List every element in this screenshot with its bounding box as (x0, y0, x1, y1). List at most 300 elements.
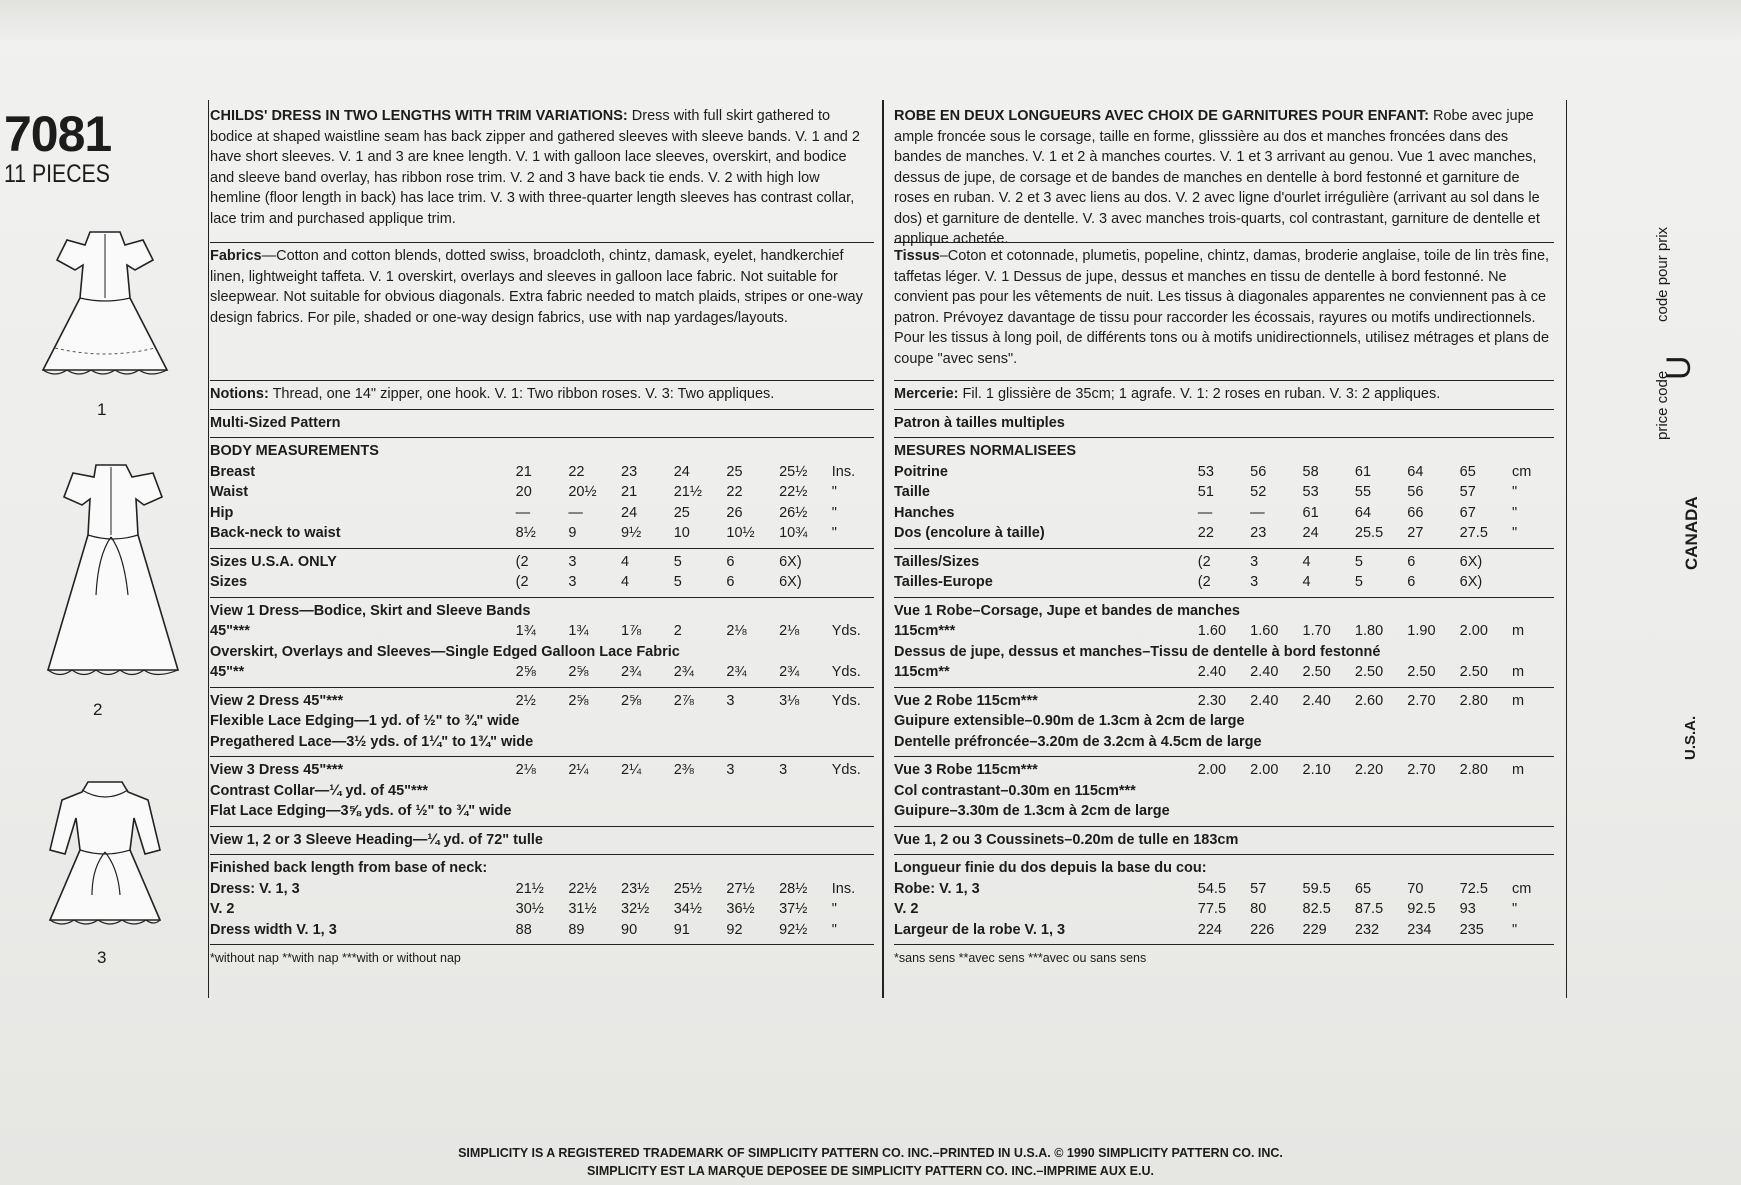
row-label: Hanches (894, 504, 955, 521)
table-row (210, 760, 874, 781)
size-value: 2.20 (1354, 762, 1384, 778)
row-label: Robe: V. 1, 3 (894, 880, 980, 897)
title-en: CHILDS' DRESS IN TWO LENGTHS WITH TRIM VARIATIONS: (210, 108, 628, 124)
table-row (210, 662, 874, 683)
unit: Yds. (831, 664, 861, 680)
size-value: 80 (1250, 901, 1267, 917)
size-value: 31½ (568, 901, 597, 917)
size-value: 2.00 (1459, 623, 1488, 639)
row-label: Vue 3 Robe 115cm*** (894, 762, 1038, 778)
fabrics-label-en: Fabrics (210, 248, 262, 264)
size-value: 65 (1354, 880, 1372, 897)
size-value: 6X) (779, 553, 802, 570)
canada-label: CANADA (1682, 496, 1701, 570)
view1-en (210, 597, 874, 683)
size-value: 77.5 (1197, 901, 1227, 917)
size-value: 2.00 (1197, 762, 1227, 778)
table-row (894, 462, 1554, 483)
table-row (894, 482, 1554, 503)
footnote-en: *without nap **with nap ***with or without nap (210, 944, 874, 969)
size-value: 2.50 (1459, 664, 1488, 680)
size-value: 25 (726, 463, 743, 480)
size-value: 92½ (779, 921, 808, 938)
unit: m (1512, 664, 1525, 680)
size-value: 88 (515, 921, 532, 938)
size-value: 3 (1250, 574, 1259, 590)
size-value: 61 (1302, 504, 1319, 521)
unit: Yds. (831, 692, 861, 709)
size-value: 30½ (515, 901, 544, 917)
unit: " (1512, 901, 1518, 917)
unit (832, 572, 874, 593)
size-value: 2⅞ (673, 692, 694, 709)
unit: " (831, 921, 837, 938)
table-row (894, 621, 1554, 642)
row-label: Poitrine (894, 463, 948, 480)
view2-line1-en: Flexible Lace Edging—1 yd. of ½" to ¾" wide (210, 713, 520, 729)
size-value: 6 (1407, 574, 1416, 590)
size-value: 2.40 (1197, 664, 1227, 680)
size-value: 67 (1459, 504, 1476, 521)
table-row (210, 879, 874, 900)
size-value: 2⅛ (515, 762, 536, 778)
size-value: 2⅝ (568, 664, 589, 680)
size-value: 3 (568, 553, 577, 570)
size-value: 6X) (1459, 553, 1483, 570)
size-value: 56 (1250, 463, 1267, 480)
size-value: 51 (1197, 484, 1214, 500)
size-value: 25 (673, 504, 690, 521)
table-row (210, 920, 874, 941)
size-value: 64 (1407, 463, 1424, 480)
size-value: 2⅝ (568, 692, 589, 709)
top-fold (0, 0, 1741, 40)
size-value: 23 (1250, 525, 1267, 541)
sleeve-heading-fr (894, 826, 1554, 851)
size-value: 21½ (673, 484, 702, 500)
unit: m (1512, 623, 1525, 639)
size-value: 2⅛ (779, 623, 800, 639)
row-label: Tailles/Sizes (894, 553, 980, 570)
size-value: 2¼ (568, 762, 589, 778)
size-value: 24 (1302, 525, 1319, 541)
pattern-number: 7081 (4, 106, 112, 162)
size-value: 5 (1354, 574, 1363, 590)
size-value: 20 (515, 484, 532, 500)
view2-yardage-fr (894, 691, 1554, 712)
unit: " (831, 484, 837, 500)
title-fr: ROBE EN DEUX LONGUEURS AVEC CHOIX DE GARNITURES POUR ENFANT: (894, 108, 1429, 124)
size-value: 72.5 (1459, 880, 1488, 897)
size-value: 3 (1250, 553, 1259, 570)
unit: Ins. (831, 880, 856, 897)
size-value: 2¾ (673, 664, 694, 680)
size-value: 1.70 (1302, 623, 1331, 639)
sizes-fr (894, 548, 1554, 593)
size-value: 37½ (779, 901, 808, 917)
multi-sized-label-en: Multi-Sized Pattern (210, 414, 341, 431)
size-value: 2¾ (779, 664, 800, 680)
size-value: 25.5 (1354, 525, 1384, 541)
notions-fr (894, 380, 1554, 405)
row-label: Dress width V. 1, 3 (210, 921, 337, 938)
size-value: 70 (1407, 880, 1424, 897)
size-value: 65 (1459, 463, 1476, 480)
body-measurements-table-fr (894, 462, 1554, 544)
price-code-label: price code (1654, 370, 1671, 440)
notions-en-text: Thread, one 14" zipper, one hook. V. 1: Two ribbon roses. V. 3: Two appliques. (272, 386, 775, 402)
usa-label: U.S.A. (1682, 715, 1699, 760)
size-value: 2.50 (1407, 664, 1436, 680)
size-value: 26 (726, 504, 743, 521)
table-row (894, 879, 1554, 900)
size-value: 232 (1354, 921, 1380, 938)
size-value: 25½ (779, 463, 808, 480)
unit: " (1512, 525, 1518, 541)
body-measurements-table-en (210, 462, 874, 544)
view3-line1-fr: Col contrastant–0.30m en 115cm*** (894, 782, 1136, 799)
size-value: 34½ (673, 901, 702, 917)
figure-label-3: 3 (97, 948, 107, 967)
row-label: Waist (210, 484, 249, 500)
size-value: 23 (621, 463, 638, 480)
table-row (894, 503, 1554, 524)
right-border (1566, 100, 1567, 998)
size-value: 2¾ (621, 664, 642, 680)
size-value: 22½ (568, 880, 597, 897)
finished-length-table-en (210, 879, 874, 941)
french-column (894, 106, 1554, 969)
size-value: 24 (621, 504, 638, 521)
size-value: 1.60 (1250, 623, 1279, 639)
size-value: 2½ (515, 692, 536, 709)
size-value: 2¾ (726, 664, 747, 680)
size-value: 2.50 (1302, 664, 1331, 680)
view1-fr (894, 597, 1554, 683)
size-value: 59.5 (1302, 880, 1331, 897)
table-row (210, 482, 874, 503)
table-row (210, 523, 874, 544)
unit: " (831, 525, 837, 541)
size-value: 3⅛ (779, 692, 800, 709)
size-value: 9 (568, 525, 577, 541)
multi-sized-fr (894, 409, 1554, 434)
size-value: 27.5 (1459, 525, 1488, 541)
size-value: 22 (726, 484, 743, 500)
size-value: 226 (1250, 921, 1275, 938)
size-value: — (568, 504, 583, 521)
size-value: 26½ (779, 504, 808, 521)
size-value: 3 (779, 762, 788, 778)
size-value: 1⅞ (621, 623, 642, 639)
fabrics-fr (894, 242, 1554, 367)
finished-length-en (210, 854, 874, 940)
size-value: 2.30 (1197, 692, 1227, 709)
size-value: 2.70 (1407, 762, 1436, 778)
size-value: 5 (673, 553, 682, 570)
size-value: 2.40 (1302, 692, 1331, 709)
row-label: V. 2 (894, 901, 919, 917)
size-value: 1¾ (568, 623, 589, 639)
row-label: Largeur de la robe V. 1, 3 (894, 921, 1066, 938)
row-label: Breast (210, 463, 256, 480)
row-label: Dos (encolure à taille) (894, 525, 1045, 541)
unit (1512, 552, 1554, 573)
size-value: 23½ (621, 880, 650, 897)
size-value: 92.5 (1407, 901, 1436, 917)
column-divider (882, 100, 884, 998)
size-value: 22½ (779, 484, 808, 500)
view1-title-en: View 1 Dress—Bodice, Skirt and Sleeve Bands (210, 602, 531, 619)
size-value: 53 (1302, 484, 1319, 500)
notions-label-en: Notions: (210, 386, 269, 402)
unit: " (1512, 921, 1518, 938)
size-value: 61 (1354, 463, 1372, 480)
table-row (210, 621, 874, 642)
description-en-text: Dress with full skirt gathered to bodice at shaped waistline seam has back zipper and gathered sleeves with sleeve bands. V. 1 and 2 have short sleeves. V. 1 and 3 are knee length. V. 1 with galloon lace sleeves, overskirt, and bodice and sleeve band overlay, has ribbon rose trim. V. 2 and 3 have back tie ends. V. 2 with high low hemline (floor length in back) has lace trim. V. 3 with three-quarter length sleeves has contrast collar, lace trim and purchased applique trim. (210, 108, 860, 227)
description-fr-text: Robe avec jupe ample froncée sous le corsage, taille en forme, glisssière au dos et manches froncées dans des bandes de manches. V. 1 et 2 à manches courtes. V. 1 et 3 arrivant au genou. Vue 1 avec manches, dessus de jupe, de corsage et de bandes de manches en dentelle à bord festonné et garniture de roses en ruban. V. 2 et 3 avec liens au dos. V. 2 avec ligne d'ourlet irrégulière (arrivant au sol dans le dos) et garniture de dentelle. V. 3 avec manches trois-quarts, col contrastant, garniture de dentelle et applique achetée. (894, 108, 1540, 247)
multi-sized-en (210, 409, 874, 434)
code-pour-prix: code pour prix (1654, 226, 1671, 322)
view3-dress-illustration (30, 770, 180, 940)
size-value: 4 (1302, 574, 1311, 590)
row-label: Taille (894, 484, 930, 500)
size-value: 82.5 (1302, 901, 1331, 917)
size-value: 2.40 (1250, 692, 1279, 709)
unit: m (1512, 762, 1525, 778)
size-value: — (1250, 504, 1265, 521)
size-value: 57 (1250, 880, 1267, 897)
size-value: 2.50 (1354, 664, 1384, 680)
size-value: 2.40 (1250, 664, 1279, 680)
size-value: 6 (726, 553, 735, 570)
view1-overskirt-yardage-fr (894, 662, 1554, 683)
size-value: 2⅝ (621, 692, 642, 709)
sizes-table-fr (894, 552, 1554, 593)
size-value: 229 (1302, 921, 1327, 938)
size-value: 1.80 (1354, 623, 1384, 639)
description-en (210, 106, 874, 232)
body-measurements-fr (894, 437, 1554, 544)
finished-title-fr: Longueur finie du dos depuis la base du cou: (894, 860, 1207, 876)
view1-overskirt-fr: Dessus de jupe, dessus et manches–Tissu de dentelle à bord festonné (894, 643, 1381, 660)
view3-en (210, 756, 874, 822)
row-label: Sizes (210, 574, 248, 590)
row-label: Sizes U.S.A. ONLY (210, 553, 337, 570)
size-value: 92 (726, 921, 743, 938)
size-value: 234 (1407, 921, 1432, 938)
table-row (894, 552, 1554, 573)
price-code-letter: U (1660, 355, 1698, 380)
size-value: 2¼ (621, 762, 642, 778)
size-value: — (515, 504, 531, 521)
sizes-en (210, 548, 874, 593)
fabrics-label-fr: Tissus (894, 248, 940, 264)
view1-title-fr: Vue 1 Robe–Corsage, Jupe et bandes de manches (894, 602, 1240, 619)
size-value: 1.60 (1197, 623, 1227, 639)
row-label: Back-neck to waist (210, 525, 341, 541)
size-value: 20½ (568, 484, 597, 500)
table-row (894, 920, 1554, 941)
body-measurements-en (210, 437, 874, 544)
view1-yardage-fr (894, 621, 1554, 642)
row-label: Hip (210, 504, 234, 521)
row-label: 115cm*** (894, 623, 956, 639)
size-value: 21½ (515, 880, 544, 897)
table-row (894, 760, 1554, 781)
left-border (208, 100, 209, 998)
size-value: 90 (621, 921, 638, 938)
view2-fr (894, 687, 1554, 753)
size-value: 27 (1407, 525, 1424, 541)
size-value: 4 (621, 553, 630, 570)
figure-label-1: 1 (97, 400, 107, 419)
table-row (894, 523, 1554, 544)
size-value: 8½ (515, 525, 536, 541)
size-value: 6 (1407, 553, 1416, 570)
row-label: View 3 Dress 45"*** (210, 762, 344, 778)
row-label: 115cm** (894, 664, 950, 680)
size-value: (2 (1197, 553, 1211, 570)
fabrics-fr-text: –Coton et cotonnade, plumetis, popeline, chintz, damas, broderie anglaise, toile de lin très fine, taffetas léger. V. 1 Dessus de jupe, dessus et manches en tissu de dentelle à bord festonné. Ne convient pas pour les vêtements de nuit. Les tissus à diagonales apparentes ne conviennent pas à ce patron. Prévoyez davantage de tissu pour raccorder les écossais, rayures ou motifs undirectionnels. Pour les tissus à long poil, de différents tons ou à motifs unidirectionnels, utilisez métrages et plans de coupe "avec sens". (894, 248, 1550, 367)
finished-title-en: Finished back length from base of neck: (210, 860, 488, 876)
size-value: 9½ (621, 525, 642, 541)
unit: " (1512, 504, 1518, 521)
row-label: 45"*** (210, 623, 250, 639)
view3-line2-en: Flat Lace Edging—3⅝ yds. of ½" to ¾" wide (210, 803, 512, 819)
size-value: 32½ (621, 901, 650, 917)
size-value: 10 (673, 525, 690, 541)
view2-line2-fr: Dentelle préfroncée–3.20m de 3.2cm à 4.5cm de large (894, 733, 1262, 750)
size-value: (2 (1197, 574, 1211, 590)
size-value: 53 (1197, 463, 1214, 480)
size-value: 64 (1354, 504, 1372, 521)
size-value: 4 (1302, 553, 1311, 570)
table-row (210, 552, 874, 573)
size-value: — (1197, 504, 1213, 521)
sizes-table-en (210, 552, 874, 593)
finished-length-table-fr (894, 879, 1554, 941)
notions-fr-text: Fil. 1 glissière de 35cm; 1 agrafe. V. 1: 2 roses en ruban. V. 3: 2 appliques. (962, 386, 1441, 402)
size-value: 4 (621, 574, 630, 590)
size-value: 2⅝ (515, 664, 536, 680)
size-value: 3 (726, 762, 735, 778)
table-row (894, 572, 1554, 593)
body-measurements-label-fr: MESURES NORMALISEES (894, 443, 1077, 459)
finished-length-fr (894, 854, 1554, 940)
size-value: 22 (568, 463, 585, 480)
size-value: 21 (621, 484, 638, 500)
view3-yardage-en (210, 760, 874, 781)
size-value: 2⅛ (726, 623, 747, 639)
size-value: 224 (1197, 921, 1222, 938)
size-value: 3 (726, 692, 735, 709)
size-value: 24 (673, 463, 690, 480)
size-value: 6X) (1459, 574, 1483, 590)
table-row (210, 503, 874, 524)
size-value: 27½ (726, 880, 755, 897)
size-value: 57 (1459, 484, 1476, 500)
size-value: (2 (515, 553, 529, 570)
size-value: 36½ (726, 901, 755, 917)
view2-yardage-en (210, 691, 874, 712)
size-value: 87.5 (1354, 901, 1384, 917)
price-code-strip (1640, 226, 1740, 820)
sleeve-heading-text-fr: Vue 1, 2 ou 3 Coussinets–0.20m de tulle en 183cm (894, 831, 1239, 848)
size-value: 54.5 (1197, 880, 1227, 897)
row-label: Dress: V. 1, 3 (210, 880, 300, 897)
size-value: 1¾ (515, 623, 536, 639)
size-value: 10½ (726, 525, 755, 541)
unit: Ins. (831, 463, 856, 480)
row-label: V. 2 (210, 901, 235, 917)
unit: " (831, 504, 837, 521)
sleeve-heading-en (210, 826, 874, 851)
table-row (210, 899, 874, 920)
size-value: 6X) (779, 574, 802, 590)
size-value: 3 (568, 574, 577, 590)
description-fr (894, 106, 1554, 247)
size-value: 235 (1459, 921, 1484, 938)
row-label: Tailles-Europe (894, 574, 993, 590)
size-value: 2.70 (1407, 692, 1436, 709)
footnote-fr: *sans sens **avec sens ***avec ou sans sens (894, 944, 1554, 969)
size-value: 52 (1250, 484, 1267, 500)
size-value: 2.10 (1302, 762, 1331, 778)
view1-dress-illustration (35, 220, 175, 395)
unit (1512, 572, 1554, 593)
fabrics-en-text: —Cotton and cotton blends, dotted swiss, broadcloth, chintz, damask, eyelet, handkerchief linen, lightweight taffeta. V. 1 overskirt, overlays and sleeves in galloon lace fabric. Not suitable for sleepwear. Not suitable for obvious diagonals. Extra fabric needed to match plaids, stripes or one-way design fabrics. For pile, shaded or one-way design fabrics, use with nap yardages/layouts. (210, 248, 863, 326)
unit: cm (1512, 880, 1532, 897)
view3-fr (894, 756, 1554, 822)
size-value: 25½ (673, 880, 702, 897)
size-value: 58 (1302, 463, 1319, 480)
view2-en (210, 687, 874, 753)
size-value: 6 (726, 574, 735, 590)
footer-line-1: SIMPLICITY IS A REGISTERED TRADEMARK OF SIMPLICITY PATTERN CO. INC.–PRINTED IN U.S.A. © 1990 SIMPLICITY PATTERN CO. INC. (458, 1146, 1283, 1160)
notions-label-fr: Mercerie: (894, 386, 959, 402)
pieces-count: 11 PIECES (4, 160, 110, 188)
table-row (210, 572, 874, 593)
size-value: 2.00 (1250, 762, 1279, 778)
view2-line1-fr: Guipure extensible–0.90m de 1.3cm à 2cm de large (894, 713, 1245, 729)
size-value: 10¾ (779, 525, 808, 541)
unit (832, 552, 874, 573)
table-row (210, 691, 874, 712)
multi-sized-label-fr: Patron à tailles multiples (894, 414, 1065, 431)
size-value: 1.90 (1407, 623, 1436, 639)
figure-label-2: 2 (93, 700, 103, 719)
unit: m (1512, 692, 1525, 709)
size-value: 93 (1459, 901, 1476, 917)
body-measurements-label-en: BODY MEASUREMENTS (210, 443, 379, 459)
unit: Yds. (831, 762, 861, 778)
row-label: 45"** (210, 664, 245, 680)
footer-line-2: SIMPLICITY EST LA MARQUE DEPOSEE DE SIMPLICITY PATTERN CO. INC.–IMPRIME AUX E.U. (587, 1164, 1154, 1178)
table-row (894, 691, 1554, 712)
view2-line2-en: Pregathered Lace—3½ yds. of 1¼" to 1¾" wide (210, 733, 534, 750)
row-label: View 2 Dress 45"*** (210, 692, 344, 709)
view1-overskirt-en: Overskirt, Overlays and Sleeves—Single Edged Galloon Lace Fabric (210, 643, 680, 660)
unit: cm (1512, 463, 1532, 480)
size-value: 28½ (779, 880, 808, 897)
sleeve-heading-text-en: View 1, 2 or 3 Sleeve Heading—¼ yd. of 72" tulle (210, 831, 543, 848)
size-value: 91 (673, 921, 690, 938)
fabrics-en (210, 242, 874, 362)
view3-line1-en: Contrast Collar—¼ yd. of 45"*** (210, 782, 428, 799)
unit: " (1512, 484, 1518, 500)
view3-yardage-fr (894, 760, 1554, 781)
